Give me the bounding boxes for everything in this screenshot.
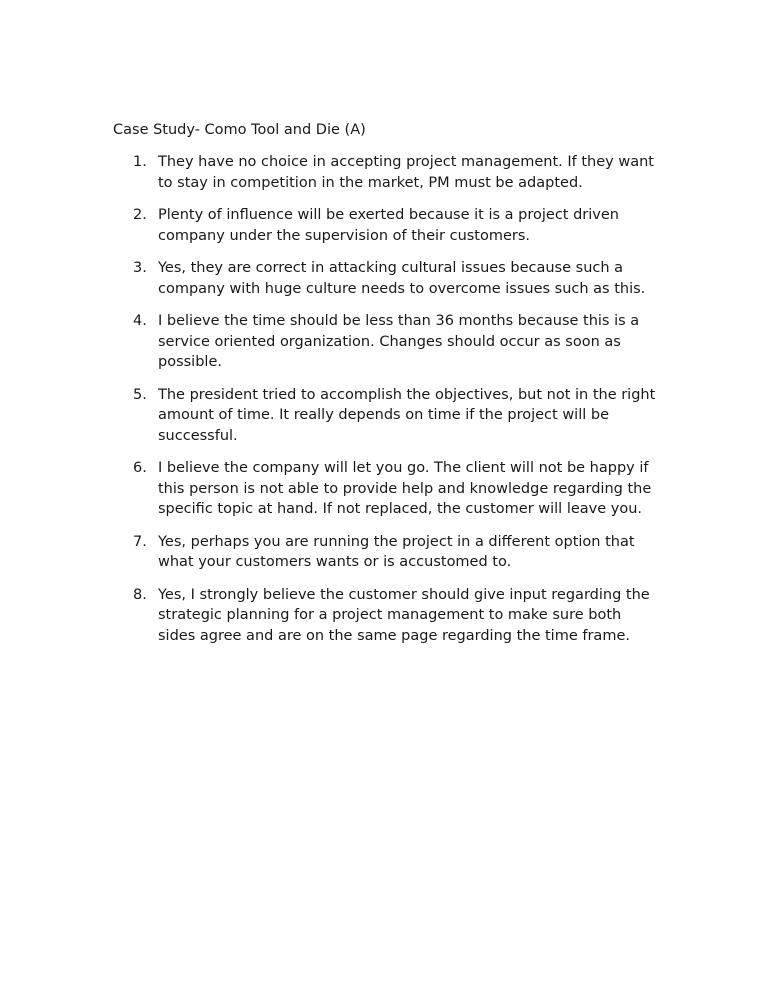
answer-item-3 <box>0 258 658 299</box>
answer-number: 6. <box>133 460 147 476</box>
answer-number: 3. <box>133 260 147 276</box>
answer-number: 1. <box>133 154 147 170</box>
answer-number: 8. <box>133 586 147 603</box>
answer-list <box>0 152 768 658</box>
answer-text: They have no choice in accepting project management. If they want to stay in competition in the market, PM must be adapted. <box>158 154 654 191</box>
answer-item-6 <box>0 458 658 520</box>
answer-number: 2. <box>133 207 147 223</box>
answer-text: I believe the company will let you go. The client will not be happy if this person is not able to provide help and knowledge regarding the specific topic at hand. If not replaced, the customer will leave you. <box>158 460 652 517</box>
answer-number: 5. <box>133 386 147 403</box>
answer-item-8 <box>0 585 658 647</box>
answer-item-4 <box>0 311 658 373</box>
answer-item-2 <box>0 205 658 246</box>
answer-item-7 <box>0 532 658 573</box>
answer-item-5 <box>0 385 658 447</box>
answer-text: Yes, they are correct in attacking cultural issues because such a company with huge culture needs to overcome issues such as this. <box>158 260 646 297</box>
answer-text: Yes, I strongly believe the customer should give input regarding the strategic planning for a project management to make sure both sides agree and are on the same page regarding the time frame. <box>158 586 650 644</box>
document-title: Case Study- Como Tool and Die (A) <box>113 122 366 138</box>
answer-text: I believe the time should be less than 36 months because this is a service oriented organization. Changes should occur as soon as possible. <box>158 313 640 370</box>
answer-text: Yes, perhaps you are running the project in a different option that what your customers wants or is accustomed to. <box>158 533 635 570</box>
answer-item-1 <box>0 152 658 193</box>
answer-number: 4. <box>133 313 147 329</box>
answer-number: 7. <box>133 533 147 550</box>
answer-text: The president tried to accomplish the objectives, but not in the right amount of time. It really depends on time if the project will be successful. <box>158 386 656 444</box>
answer-text: Plenty of influence will be exerted because it is a project driven company under the supervision of their customers. <box>158 207 619 244</box>
